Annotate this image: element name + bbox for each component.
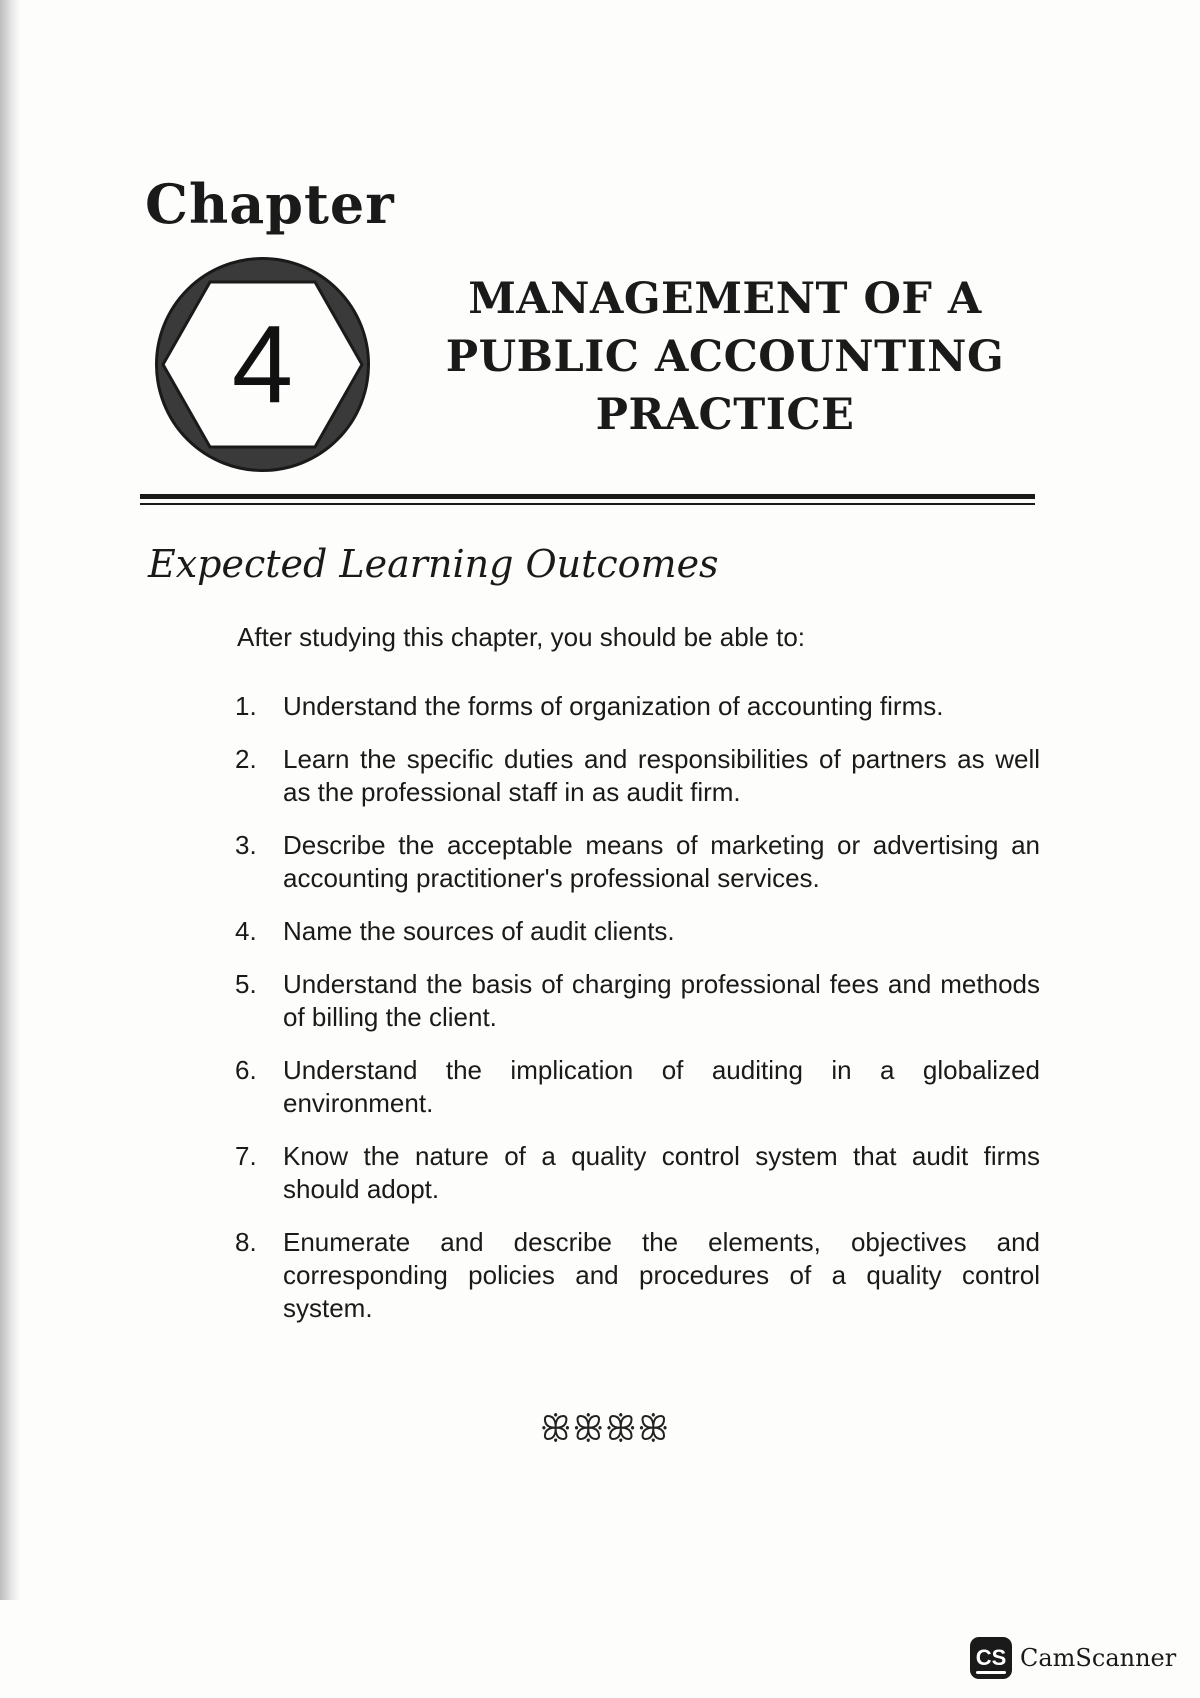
list-item-number: 8. <box>235 1227 257 1257</box>
chapter-number-badge <box>150 252 375 477</box>
list-item-text: Understand the implication of auditing in a globalized environment. <box>283 1055 1040 1118</box>
list-item-text: Describe the acceptable means of marketing or advertising an accounting practitioner's professional services. <box>283 830 1040 893</box>
end-ornament: ꕥꕥꕥꕥ <box>539 1410 671 1448</box>
chapter-label: Chapter <box>145 172 395 236</box>
list-item-number: 7. <box>235 1141 257 1171</box>
scan-edge-shadow <box>0 0 20 1600</box>
list-item-number: 6. <box>235 1055 257 1085</box>
chapter-title-line: PRACTICE <box>595 390 855 440</box>
list-item-text: Understand the forms of organization of accounting firms. <box>283 691 944 721</box>
intro-text: After studying this chapter, you should be able to: <box>237 622 806 652</box>
list-item <box>235 743 1040 809</box>
list-item-text: Understand the basis of charging professional fees and methods of billing the client. <box>283 969 1040 1032</box>
list-item-number: 4. <box>235 916 257 946</box>
list-item-number: 5. <box>235 969 257 999</box>
chapter-title-line: MANAGEMENT OF A <box>468 274 982 324</box>
divider-rule <box>140 494 1035 499</box>
list-item-text: Know the nature of a quality control system that audit firms should adopt. <box>283 1141 1040 1204</box>
list-item <box>235 690 1040 723</box>
camscanner-logo-icon: CS <box>970 1637 1012 1679</box>
chapter-number: 4 <box>231 303 294 426</box>
list-item-number: 3. <box>235 830 257 860</box>
list-item-number: 2. <box>235 744 257 774</box>
section-heading: Expected Learning Outcomes <box>148 542 719 586</box>
chapter-title-line: PUBLIC ACCOUNTING <box>445 332 1005 382</box>
camscanner-watermark <box>970 1636 1176 1680</box>
camscanner-brand: CamScanner <box>1020 1644 1177 1672</box>
list-item <box>235 1140 1040 1206</box>
list-item-number: 1. <box>235 691 257 721</box>
list-item <box>235 968 1040 1034</box>
divider-rule-thin <box>140 503 1035 505</box>
list-item-text: Enumerate and describe the elements, objectives and corresponding policies and procedures of a quality control system. <box>283 1227 1040 1323</box>
list-item <box>235 1226 1040 1325</box>
chapter-title <box>430 270 1020 444</box>
list-item-text: Name the sources of audit clients. <box>283 916 675 946</box>
list-item <box>235 829 1040 895</box>
outcomes-list <box>235 690 1040 1345</box>
list-item <box>235 1054 1040 1120</box>
list-item-text: Learn the specific duties and responsibilities of partners as well as the professional staff in as audit firm. <box>283 744 1040 807</box>
list-item <box>235 915 1040 948</box>
